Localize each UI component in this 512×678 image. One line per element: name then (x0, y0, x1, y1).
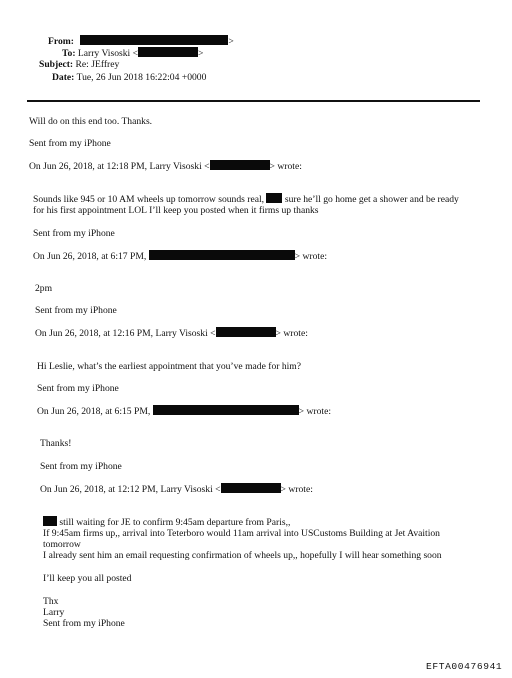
wrote-text: > wrote: (294, 251, 327, 262)
signature-text: Thx (43, 596, 59, 607)
from-row (48, 35, 234, 48)
message-text: 2pm (35, 283, 53, 294)
redaction-box (216, 327, 276, 337)
signature-text: Sent from my iPhone (35, 305, 117, 316)
message-text: Hi Leslie, what’s the earliest appointment that you’ve made for him? (37, 361, 302, 372)
subject-label: Subject: (39, 59, 74, 70)
redaction-box (153, 405, 299, 415)
quote-header (37, 405, 331, 418)
signature-text: Sent from my iPhone (29, 138, 111, 149)
redaction-box (138, 47, 198, 57)
message-text-part: sure he’ll go home get a shower and be ready (284, 194, 459, 205)
quote-header-text: On Jun 26, 2018, at 6:15 PM, (37, 406, 151, 417)
redaction-box (80, 35, 228, 45)
gt-symbol: > (198, 48, 204, 59)
signature-text: Larry (43, 607, 65, 618)
quote-header-text: On Jun 26, 2018, at 12:18 PM, Larry Visoski < (29, 161, 210, 172)
quote-header (35, 327, 308, 340)
redaction-box (149, 250, 295, 260)
message-text (43, 516, 290, 529)
date-label: Date: (52, 72, 75, 83)
to-value: Larry Visoski < (77, 48, 139, 59)
to-label: To: (62, 48, 76, 59)
quote-header (40, 483, 313, 496)
date-value: Tue, 26 Jun 2018 16:22:04 +0000 (76, 72, 207, 83)
quote-header-text: On Jun 26, 2018, at 6:17 PM, (33, 251, 147, 262)
quote-header (29, 160, 302, 173)
message-text: I’ll keep you all posted (43, 573, 132, 584)
quote-header-text: On Jun 26, 2018, at 12:12 PM, Larry Visoski < (40, 484, 221, 495)
message-text-part: still waiting for JE to confirm 9:45am departure from Paris,, (59, 517, 291, 528)
wrote-text: > wrote: (275, 328, 308, 339)
to-row (62, 47, 203, 60)
redaction-box (43, 516, 57, 526)
message-text (33, 193, 459, 206)
signature-text: Sent from my iPhone (37, 383, 119, 394)
from-label: From: (48, 36, 74, 47)
wrote-text: > wrote: (280, 484, 313, 495)
signature-text: Sent from my iPhone (43, 618, 125, 629)
quote-header-text: On Jun 26, 2018, at 12:16 PM, Larry Visoski < (35, 328, 216, 339)
message-text-part: Sounds like 945 or 10 AM wheels up tomorrow sounds real, (33, 194, 265, 205)
quote-header (33, 250, 327, 263)
redaction-box (266, 193, 282, 203)
message-text: Thanks! (40, 438, 72, 449)
redaction-box (210, 160, 270, 170)
document-id: EFTA00476941 (426, 661, 503, 672)
message-text: for his first appointment LOL I’ll keep you posted when it firms up thanks (33, 205, 319, 216)
subject-value: Re: JEffrey (75, 59, 120, 70)
wrote-text: > wrote: (298, 406, 331, 417)
signature-text: Sent from my iPhone (33, 228, 115, 239)
message-text: tomorrow (43, 539, 81, 550)
date-row (52, 72, 206, 84)
redaction-box (221, 483, 281, 493)
header-divider (27, 100, 480, 102)
subject-row (39, 59, 119, 71)
wrote-text: > wrote: (269, 161, 302, 172)
signature-text: Sent from my iPhone (40, 461, 122, 472)
message-text: Will do on this end too. Thanks. (29, 116, 153, 127)
gt-symbol: > (228, 36, 234, 47)
message-text: If 9:45am firms up,, arrival into Teterboro would 11am arrival into USCustoms Building at Jet Avaition (43, 528, 440, 539)
message-text: I already sent him an email requesting confirmation of wheels up,, hopefully I will hear something soon (43, 550, 442, 561)
